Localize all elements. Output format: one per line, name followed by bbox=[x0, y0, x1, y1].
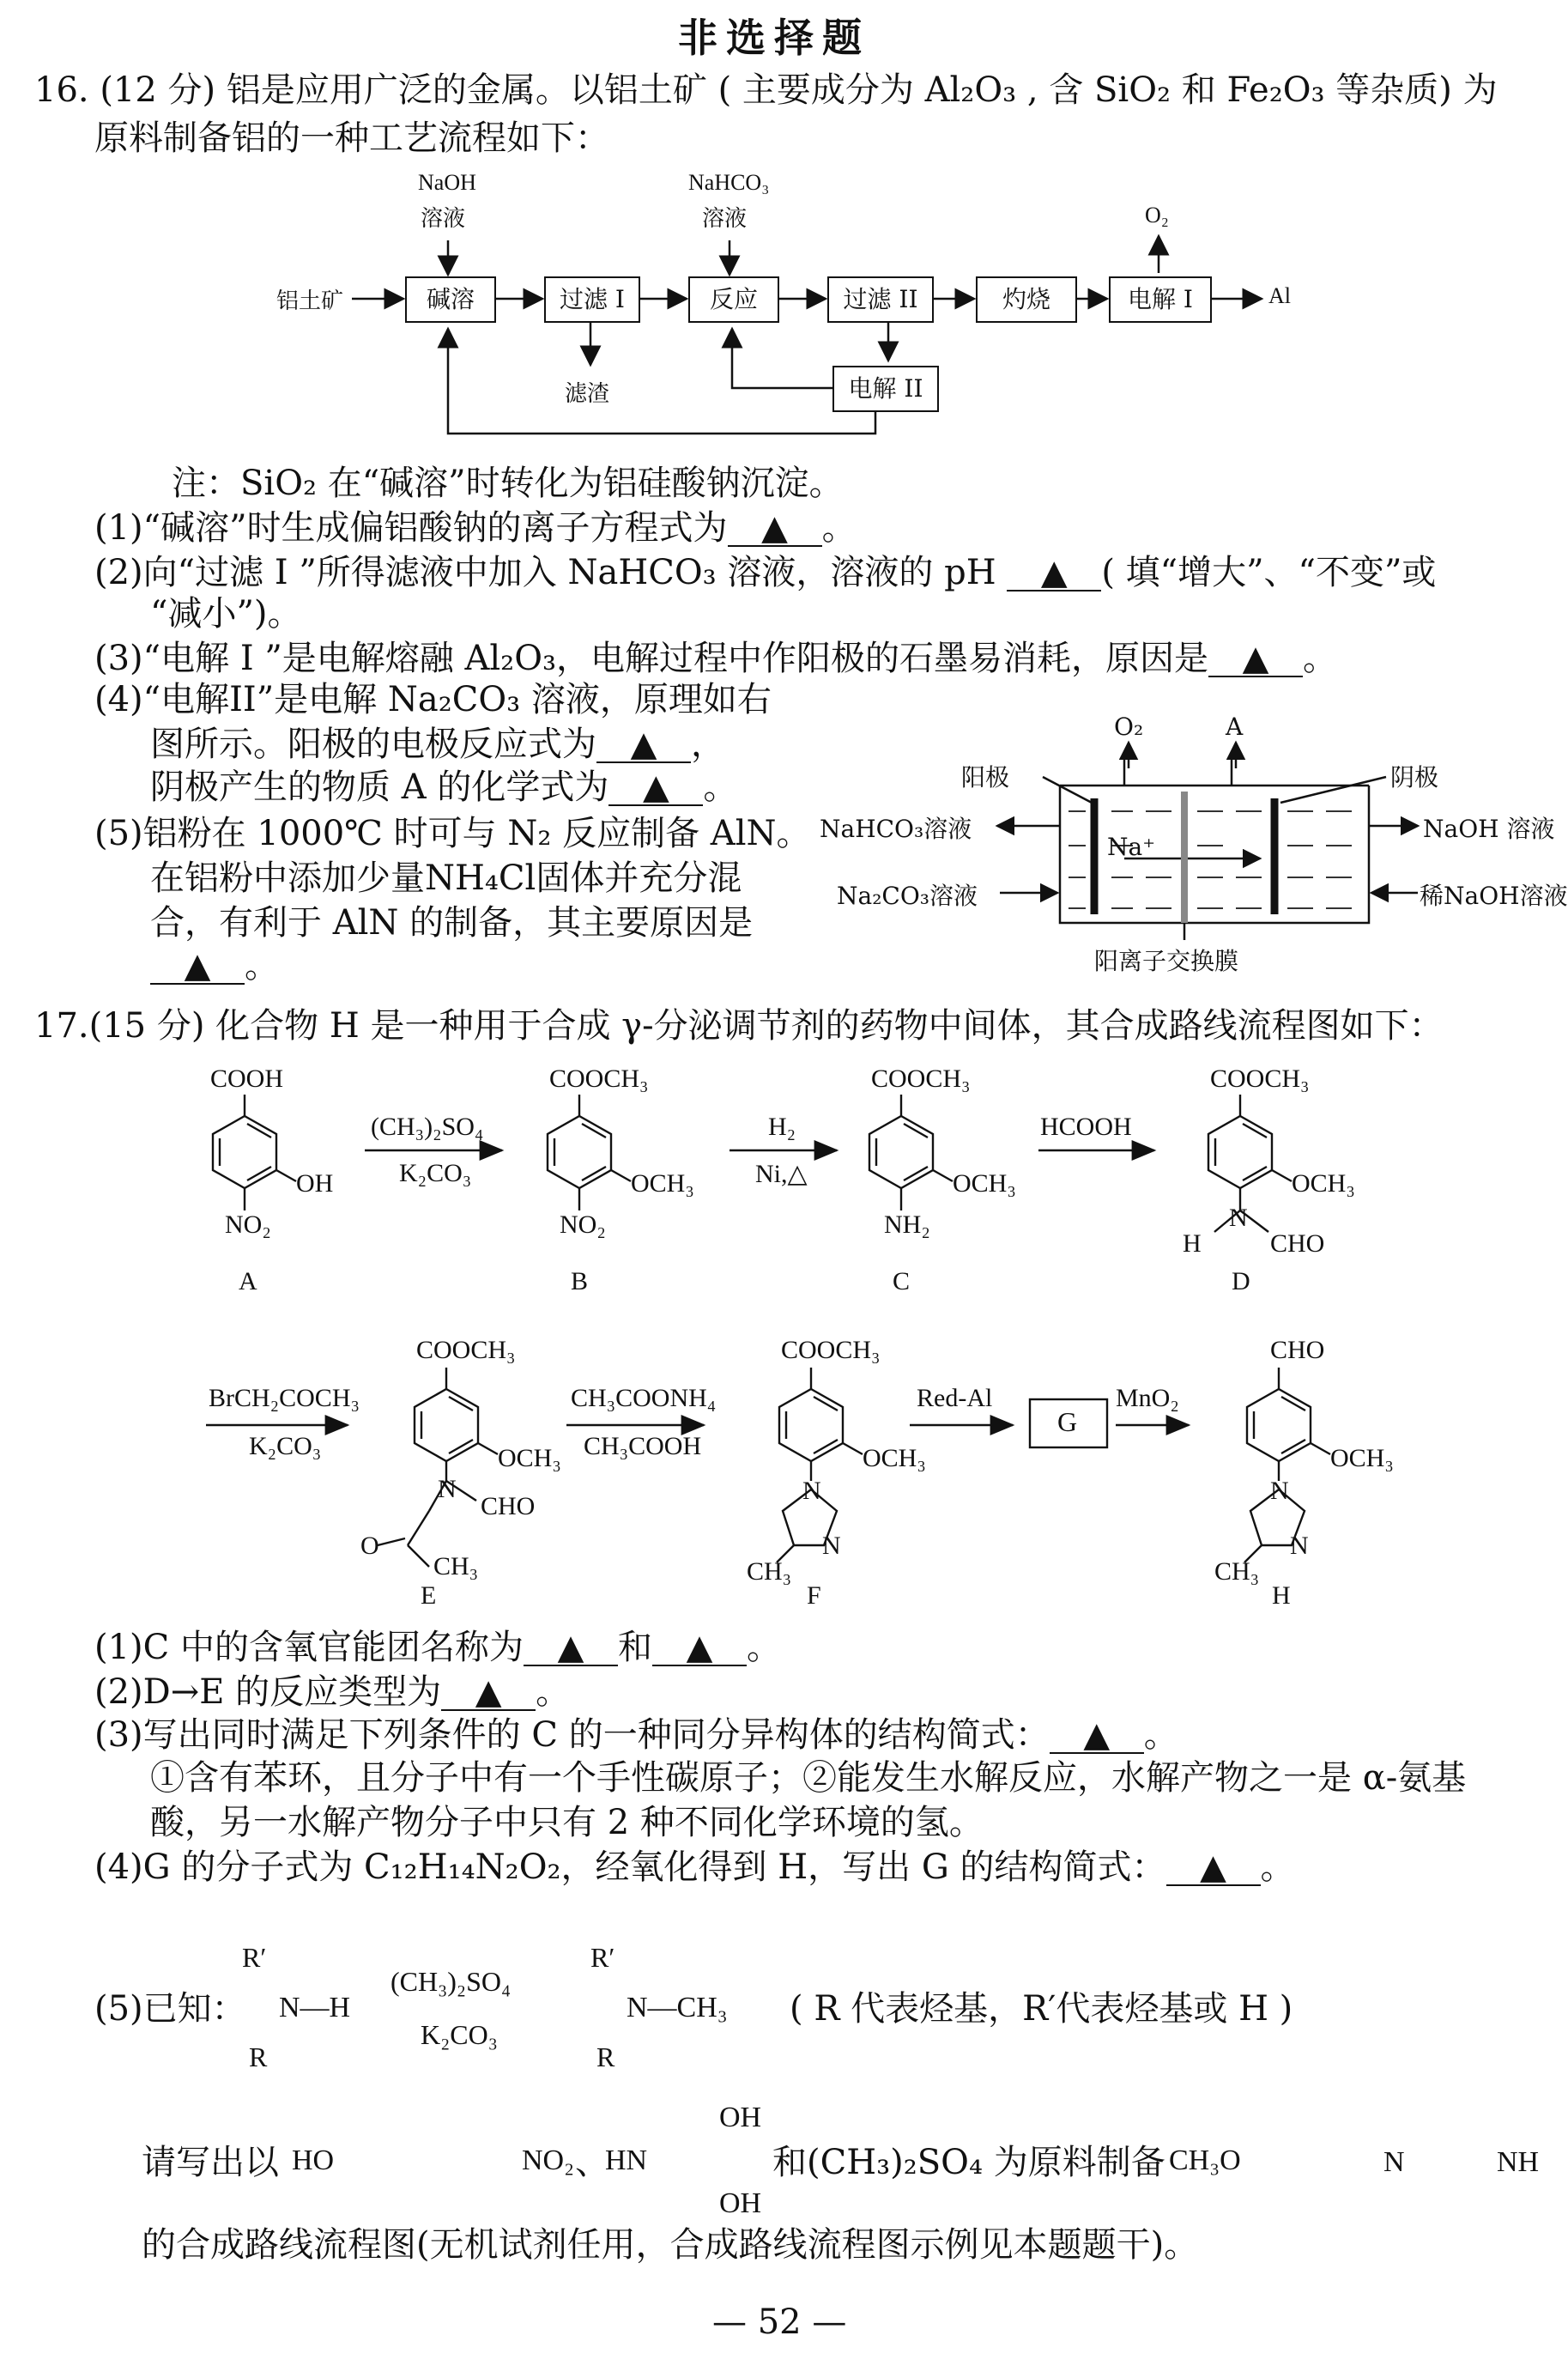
a-cooh: COOH bbox=[210, 1065, 284, 1093]
q17-part5-request-line2: 的合成路线流程图(无机试剂任用，合成路线流程图示例见本题题干)。 bbox=[142, 2225, 1199, 2265]
q16-note: 注：SiO₂ 在“碱溶”时转化为铝硅酸钠沉淀。 bbox=[172, 464, 844, 503]
h-n2: N bbox=[1290, 1532, 1309, 1560]
q16-part5-line3: 合，有利于 AlN 的制备，其主要原因是 bbox=[150, 903, 754, 943]
naoh-outlet-label: NaOH 溶液 bbox=[1423, 815, 1555, 843]
cell-o2-label: O₂ bbox=[1114, 713, 1144, 741]
known-nh: N—H bbox=[279, 1992, 351, 2023]
target-n: N bbox=[1383, 2146, 1405, 2178]
d-cho: CHO bbox=[1270, 1229, 1325, 1258]
q16-part5-line4: ▲ 。 bbox=[150, 944, 279, 987]
c-cooch3: COOCH₃ bbox=[871, 1065, 971, 1093]
reagent-7-top: MnO₂ bbox=[1116, 1384, 1179, 1412]
f-cooch3: COOCH₃ bbox=[781, 1336, 881, 1364]
f-och3: OCH₃ bbox=[863, 1444, 926, 1472]
known-reagent-bottom: K₂CO₃ bbox=[421, 2019, 498, 2050]
h-n1: N bbox=[1270, 1477, 1289, 1505]
o2-product: O₂ bbox=[1145, 203, 1169, 227]
q17-part5-and: 和(CH₃)₂SO₄ 为原料制备 bbox=[772, 2143, 1165, 2182]
box-filtration-1: 过滤 I bbox=[544, 276, 640, 323]
reagent-1-bottom: K₂CO₃ bbox=[399, 1159, 472, 1187]
reagent-6-top: Red-Al bbox=[917, 1384, 993, 1412]
residue: 滤渣 bbox=[565, 381, 610, 406]
reagent-2-top: H₂ bbox=[768, 1113, 796, 1141]
known-r: R bbox=[249, 2041, 268, 2072]
label-c: C bbox=[893, 1267, 911, 1295]
compound-g: G bbox=[1057, 1406, 1078, 1437]
f-ch3: CH₃ bbox=[747, 1557, 792, 1586]
nahco3-outlet-label: NaHCO₃溶液 bbox=[820, 815, 972, 843]
page-number: — 52 — bbox=[712, 2302, 847, 2342]
a-no2: NO₂ bbox=[225, 1210, 271, 1239]
q16-part2-cont: “减小”)。 bbox=[150, 594, 302, 634]
start-bauxite: 铝土矿 bbox=[276, 288, 344, 313]
q16-part4: (4)“电解II”是电解 Na₂CO₃ 溶液，原理如右 bbox=[94, 680, 772, 719]
answer-blank[interactable]: ▲ bbox=[1050, 1718, 1144, 1754]
reagent-5-top: CH₃COONH₄ bbox=[571, 1384, 717, 1412]
answer-blank[interactable]: ▲ bbox=[1208, 641, 1303, 677]
label-d: D bbox=[1232, 1267, 1250, 1295]
answer-blank[interactable]: ▲ bbox=[1166, 1850, 1261, 1886]
reagent-4-top: BrCH₂COCH₃ bbox=[209, 1384, 360, 1412]
d-cooch3: COOCH₃ bbox=[1210, 1065, 1310, 1093]
start-hn: HN bbox=[605, 2145, 648, 2176]
q17-part2: (2)D→E 的反应类型为 ▲ 。 bbox=[94, 1672, 571, 1712]
box-electrolysis-1: 电解 I bbox=[1109, 276, 1212, 323]
target-nh: NH bbox=[1497, 2146, 1540, 2178]
q16-intro-line2: 原料制备铝的一种工艺流程如下： bbox=[94, 118, 609, 158]
naoh-reagent: NaOH bbox=[418, 170, 476, 195]
label-a: A bbox=[239, 1267, 257, 1295]
reagent-3-top: HCOOH bbox=[1040, 1113, 1132, 1141]
q16-part4-cathode: 阴极产生的物质 A 的化学式为 ▲ 。 bbox=[150, 767, 738, 807]
box-calcination: 灼烧 bbox=[976, 276, 1077, 323]
reagent-2-bottom: Ni,△ bbox=[755, 1160, 808, 1188]
q17-part3-cond1: ①含有苯环，且分子中有一个手性碳原子；②能发生水解反应，水解产物之一是 α-氨基 bbox=[150, 1758, 1467, 1798]
e-cooch3: COOCH₃ bbox=[416, 1336, 516, 1364]
h-och3: OCH₃ bbox=[1330, 1444, 1394, 1472]
cathode-label: 阴极 bbox=[1390, 763, 1439, 792]
anode-label: 阳极 bbox=[961, 763, 1010, 792]
known-product-r-prime: R′ bbox=[590, 1942, 615, 1973]
answer-blank[interactable]: ▲ bbox=[524, 1630, 618, 1666]
start-oh-bottom: OH bbox=[719, 2187, 762, 2219]
d-och3: OCH₃ bbox=[1292, 1169, 1355, 1198]
b-och3: OCH₃ bbox=[631, 1169, 694, 1198]
start-oh-top: OH bbox=[719, 2102, 762, 2133]
q17-part4: (4)G 的分子式为 C₁₂H₁₄N₂O₂，经氧化得到 H，写出 G 的结构简式： ▲ 。 bbox=[94, 1847, 1295, 1887]
target-ch3o: CH₃O bbox=[1169, 2145, 1241, 2176]
reagent-1-top: (CH₃)₂SO₄ bbox=[371, 1113, 484, 1141]
answer-blank[interactable]: ▲ bbox=[1007, 555, 1101, 591]
f-n2: N bbox=[822, 1532, 841, 1560]
cell-a-label: A bbox=[1226, 713, 1244, 741]
q16-intro-line1: 16. (12 分) 铝是应用广泛的金属。以铝土矿 ( 主要成分为 Al₂O₃ , 含 SiO₂ 和 Fe₂O₃ 等杂质) 为 bbox=[34, 70, 1498, 110]
answer-blank[interactable]: ▲ bbox=[441, 1675, 536, 1711]
known-r-prime: R′ bbox=[242, 1942, 267, 1973]
answer-blank[interactable]: ▲ bbox=[728, 511, 822, 547]
nahco3-solution: 溶液 bbox=[702, 206, 748, 231]
e-o: O bbox=[360, 1532, 379, 1560]
answer-blank[interactable]: ▲ bbox=[608, 770, 703, 806]
nahco3-reagent: NaHCO₃ bbox=[688, 170, 770, 195]
box-filtration-2: 过滤 II bbox=[827, 276, 934, 323]
q17-part3: (3)写出同时满足下列条件的 C 的一种同分异构体的结构简式： ▲ 。 bbox=[94, 1715, 1178, 1755]
h-ch3: CH₃ bbox=[1214, 1557, 1260, 1586]
section-title: 非选择题 bbox=[678, 15, 870, 61]
start-no2: NO₂ bbox=[522, 2145, 574, 2176]
c-nh2: NH₂ bbox=[884, 1210, 930, 1239]
known-note: ( R 代表烃基，R′代表烃基或 H ) bbox=[790, 1989, 1293, 2029]
q16-part1: (1)“碱溶”时生成偏铝酸钠的离子方程式为 ▲ 。 bbox=[94, 508, 857, 548]
sodium-ion-label: Na⁺ bbox=[1107, 833, 1155, 861]
q17-intro: 17.(15 分) 化合物 H 是一种用于合成 γ-分泌调节剂的药物中间体，其合成路线流程图如下： bbox=[34, 1006, 1444, 1046]
known-nch3: N—CH₃ bbox=[627, 1992, 728, 2023]
box-electrolysis-2: 电解 II bbox=[832, 366, 939, 412]
na2co3-inlet-label: Na₂CO₃溶液 bbox=[837, 882, 978, 910]
box-reaction: 反应 bbox=[688, 276, 779, 323]
c-och3: OCH₃ bbox=[953, 1169, 1016, 1198]
naoh-solution: 溶液 bbox=[421, 206, 466, 231]
h-cho: CHO bbox=[1270, 1336, 1325, 1364]
label-e: E bbox=[421, 1581, 437, 1610]
label-b: B bbox=[571, 1267, 589, 1295]
q16-part2: (2)向“过滤 I ”所得滤液中加入 NaHCO₃ 溶液，溶液的 pH ▲ ( 填“增大”、“不变”或 bbox=[94, 553, 1437, 592]
answer-blank[interactable]: ▲ bbox=[150, 949, 245, 985]
known-reagent-top: (CH₃)₂SO₄ bbox=[390, 1966, 512, 1997]
q17-part3-cond2: 酸，另一水解产物分子中只有 2 种不同化学环境的氢。 bbox=[150, 1803, 984, 1842]
known-product-r: R bbox=[596, 2041, 615, 2072]
reagent-4-bottom: K₂CO₃ bbox=[249, 1432, 322, 1460]
e-n: N bbox=[438, 1475, 457, 1503]
e-cho: CHO bbox=[481, 1492, 536, 1520]
d-n: N bbox=[1229, 1204, 1248, 1232]
q16-part3: (3)“电解 I ”是电解熔融 Al₂O₃，电解过程中作阳极的石墨易消耗，原因是 ▲ 。 bbox=[94, 639, 1338, 678]
answer-blank[interactable]: ▲ bbox=[652, 1630, 747, 1666]
b-cooch3: COOCH₃ bbox=[549, 1065, 649, 1093]
b-no2: NO₂ bbox=[560, 1210, 606, 1239]
q16-part5-line2: 在铝粉中添加少量NH₄Cl固体并充分混 bbox=[150, 858, 742, 898]
q16-part4-anode: 图所示。阳极的电极反应式为 ▲ ， bbox=[150, 725, 725, 764]
q16-part5: (5)铝粉在 1000℃ 时可与 N₂ 反应制备 AlN。 bbox=[94, 814, 811, 853]
a-oh: OH bbox=[296, 1169, 334, 1198]
q17-part5-label: (5)已知： bbox=[94, 1989, 246, 2029]
start-ho: HO bbox=[292, 2145, 335, 2176]
e-och3: OCH₃ bbox=[498, 1444, 561, 1472]
f-n1: N bbox=[802, 1477, 821, 1505]
label-h: H bbox=[1272, 1581, 1291, 1610]
label-f: F bbox=[807, 1581, 821, 1610]
product-al: Al bbox=[1268, 283, 1291, 308]
reagent-5-bottom: CH₃COOH bbox=[584, 1432, 702, 1460]
answer-blank[interactable]: ▲ bbox=[596, 727, 691, 763]
d-h: H bbox=[1183, 1229, 1202, 1258]
e-ch3: CH₃ bbox=[433, 1552, 479, 1580]
q17-part5-request: 请写出以 bbox=[142, 2143, 279, 2182]
dilute-naoh-inlet-label: 稀NaOH溶液 bbox=[1420, 882, 1568, 910]
q17-part1: (1)C 中的含氧官能团名称为 ▲ 和 ▲ 。 bbox=[94, 1628, 781, 1667]
start-separator: 、 bbox=[575, 2143, 609, 2182]
box-alkali-dissolve: 碱溶 bbox=[405, 276, 496, 323]
membrane-label: 阳离子交换膜 bbox=[1094, 947, 1239, 975]
